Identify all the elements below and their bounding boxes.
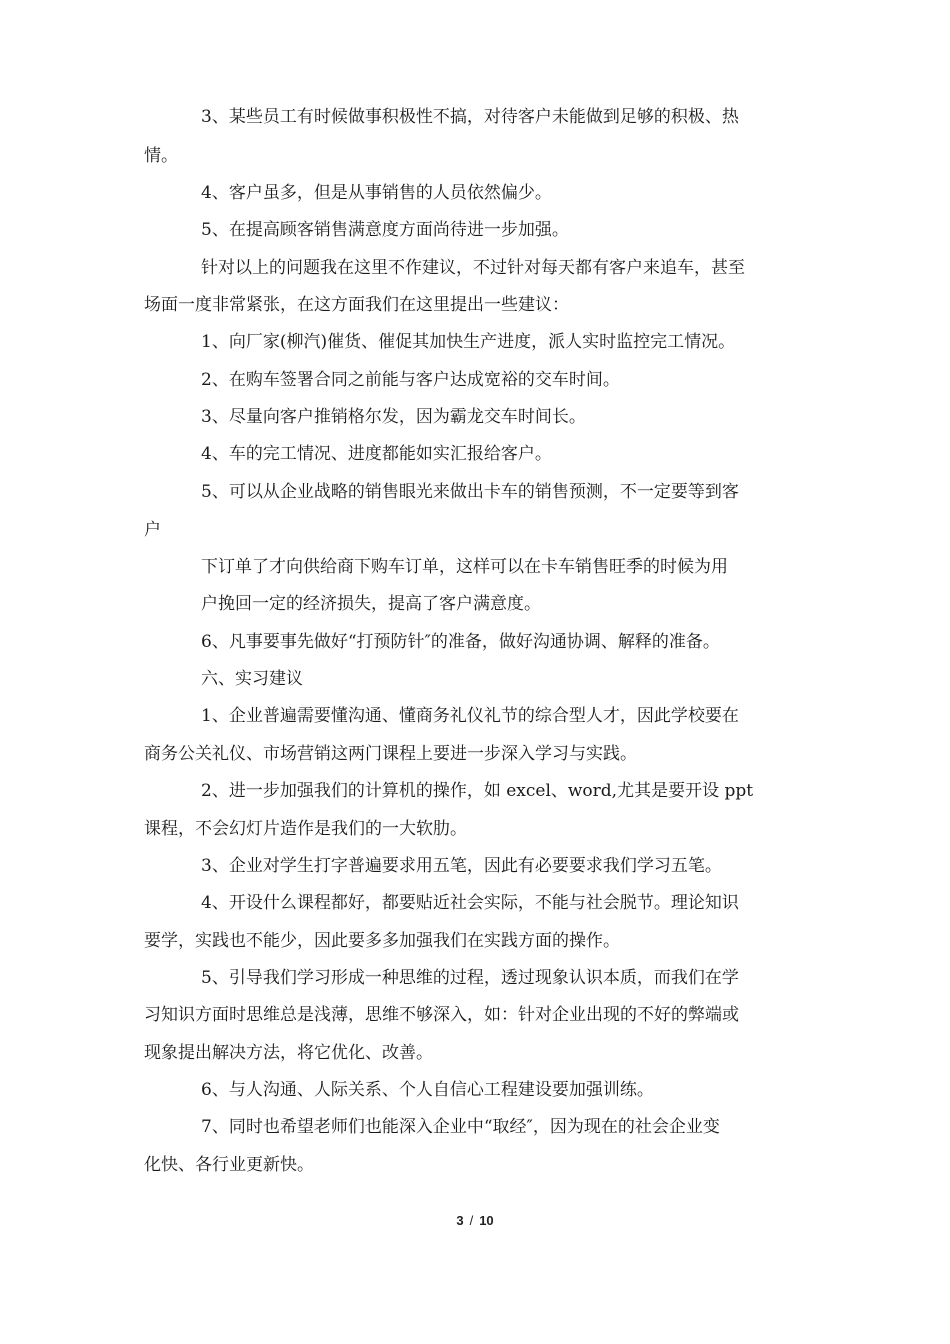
body-line: 化快、各行业更新快。 — [144, 1155, 314, 1175]
body-line: 针对以上的问题我在这里不作建议，不过针对每天都有客户来追车，甚至 — [201, 258, 745, 278]
body-line: 3、企业对学生打字普遍要求用五笔，因此有必要要求我们学习五笔。 — [201, 856, 722, 876]
body-line: 情。 — [144, 146, 178, 166]
body-line: 2、在购车签署合同之前能与客户达成宽裕的交车时间。 — [201, 370, 620, 390]
body-line: 要学，实践也不能少，因此要多多加强我们在实践方面的操作。 — [144, 931, 620, 951]
body-line: 5、引导我们学习形成一种思维的过程，透过现象认识本质，而我们在学 — [201, 968, 739, 988]
body-line: 下订单了才向供给商下购车订单，这样可以在卡车销售旺季的时候为用 — [201, 557, 728, 577]
body-line: 1、向厂家(柳汽)催货、催促其加快生产进度，派人实时监控完工情况。 — [201, 332, 736, 352]
body-line: 户 — [144, 520, 161, 540]
body-line: 2、进一步加强我们的计算机的操作，如 excel、word,尤其是要开设 ppt — [201, 781, 754, 801]
body-line: 商务公关礼仪、市场营销这两门课程上要进一步深入学习与实践。 — [144, 744, 637, 764]
section-heading: 六、实习建议 — [201, 669, 303, 689]
body-line: 习知识方面时思维总是浅薄，思维不够深入，如：针对企业出现的不好的弊端或 — [144, 1005, 739, 1025]
body-line: 3、尽量向客户推销格尔发，因为霸龙交车时间长。 — [201, 407, 586, 427]
body-line: 场面一度非常紧张，在这方面我们在这里提出一些建议： — [144, 295, 569, 315]
total-page-count: 10 — [479, 1213, 494, 1228]
body-line: 1、企业普遍需要懂沟通、懂商务礼仪礼节的综合型人才，因此学校要在 — [201, 706, 739, 726]
current-page-number: 3 — [456, 1213, 464, 1228]
body-line: 现象提出解决方法，将它优化、改善。 — [144, 1043, 433, 1063]
body-line: 6、凡事要事先做好“打预防针″的准备，做好沟通协调、解释的准备。 — [201, 632, 720, 652]
page-number-separator: / — [469, 1213, 474, 1228]
body-line: 3、某些员工有时候做事积极性不搞，对待客户未能做到足够的积极、热 — [201, 107, 739, 127]
body-line: 4、客户虽多，但是从事销售的人员依然偏少。 — [201, 183, 552, 203]
body-line: 户挽回一定的经济损失，提高了客户满意度。 — [201, 594, 541, 614]
body-line: 7、同时也希望老师们也能深入企业中“取经″，因为现在的社会企业变 — [201, 1117, 720, 1137]
body-line: 4、车的完工情况、进度都能如实汇报给客户。 — [201, 444, 552, 464]
body-line: 5、在提高顾客销售满意度方面尚待进一步加强。 — [201, 220, 569, 240]
page-number — [0, 1212, 950, 1230]
body-line: 课程，不会幻灯片造作是我们的一大软肋。 — [144, 819, 467, 839]
body-line: 5、可以从企业战略的销售眼光来做出卡车的销售预测，不一定要等到客 — [201, 482, 739, 502]
body-line: 4、开设什么课程都好，都要贴近社会实际，不能与社会脱节。理论知识 — [201, 893, 739, 913]
body-line: 6、与人沟通、人际关系、个人自信心工程建设要加强训练。 — [201, 1080, 654, 1100]
